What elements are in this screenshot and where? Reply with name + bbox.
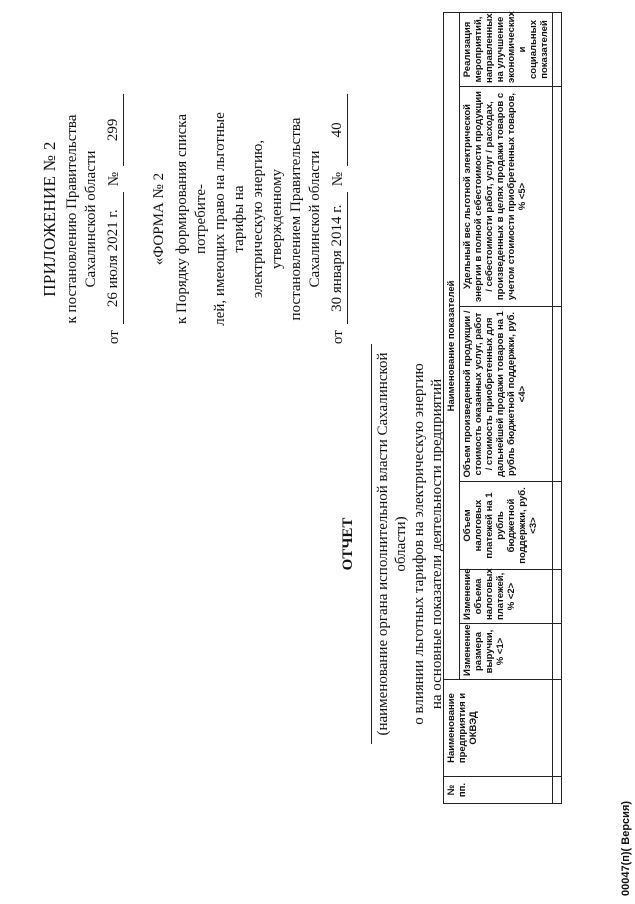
appendix-date: 26 июля 2021 г. <box>104 192 124 324</box>
table-row <box>553 12 562 803</box>
indicator-header-6: Реализация мероприятий, направленных на улучшение экономических и социальных показателей <box>460 12 553 86</box>
indicator-header-5: Удельный вес льготной электрической энергии в полной себестоимости продукции / себестоимости работ, услуг / расходах, произведенных в целях продажи товаров с учетом стоимости приобретенных товаров, % <5> <box>460 87 553 307</box>
form-date: 30 января 2014 г. <box>328 192 348 324</box>
appendix-title: ПРИЛОЖЕНИЕ № 2 <box>40 141 59 297</box>
appendix-line1: к постановлению Правительства <box>64 114 80 324</box>
table-cell <box>553 12 562 86</box>
org-caption: (наименование органа исполнительной власти Сахалинской области) <box>371 344 410 744</box>
version-footer: 00047(п)( Версия) <box>620 800 632 896</box>
appendix-num-label: № <box>106 171 122 187</box>
table-group-row <box>444 12 460 803</box>
table-cell <box>553 777 562 804</box>
report-block <box>340 344 446 744</box>
form-num-label: № <box>330 171 346 187</box>
appendix-number: 299 <box>104 94 124 166</box>
indicator-header-4: Объем произведенной продукции / стоимость оказанных услуг, работ / стоимость приобретенных для дальнейшей продажи товаров на 1 рубль бюджетной поддержки, руб. <4> <box>460 307 553 482</box>
indicator-header-3: Объем налоговых платежей на 1 рубль бюджетной поддержки, руб. <3> <box>460 482 553 570</box>
table-cell <box>553 680 562 777</box>
table-cell <box>553 624 562 680</box>
form-line1: к Порядку формирования списка потребите- <box>174 113 209 325</box>
appendix-line2: Сахалинской области <box>83 150 99 288</box>
report-title: ОТЧЕТ <box>340 517 356 571</box>
form-line5: Сахалинской области <box>307 150 323 288</box>
table-cell <box>553 482 562 570</box>
form-line2: лей, имеющих право на льготные тарифы на <box>212 112 247 326</box>
col-name-header: Наименование предприятия и ОКВЭД <box>444 680 553 777</box>
form-header <box>150 89 348 349</box>
form-date-row <box>328 89 348 349</box>
indicators-table <box>443 12 562 804</box>
table-cell <box>553 570 562 624</box>
form-number: 40 <box>328 94 348 166</box>
form-title: «ФОРМА № 2 <box>151 172 167 266</box>
col-num-header: № пп. <box>444 777 553 804</box>
indicator-header-2: Изменение объема налоговых платежей, % <2> <box>460 570 553 624</box>
report-subtitle-1: о влиянии льготных тарифов на электрическую энергию <box>411 363 427 725</box>
form-line4: постановлением Правительства <box>288 117 304 321</box>
report-subtitle-2: на основные показатели деятельности предприятий <box>429 378 445 710</box>
table-cell <box>553 307 562 482</box>
indicators-group-header: Наименование показателей <box>444 12 460 679</box>
table-cell <box>553 87 562 307</box>
form-from-label: от <box>330 330 346 345</box>
appendix-from-label: от <box>106 330 122 345</box>
appendix-date-row <box>104 89 124 349</box>
appendix-header <box>40 89 124 349</box>
indicator-header-1: Изменение размера выручки, % <1> <box>460 624 553 680</box>
form-line3: электрическую энергию, утвержденному <box>250 139 285 299</box>
